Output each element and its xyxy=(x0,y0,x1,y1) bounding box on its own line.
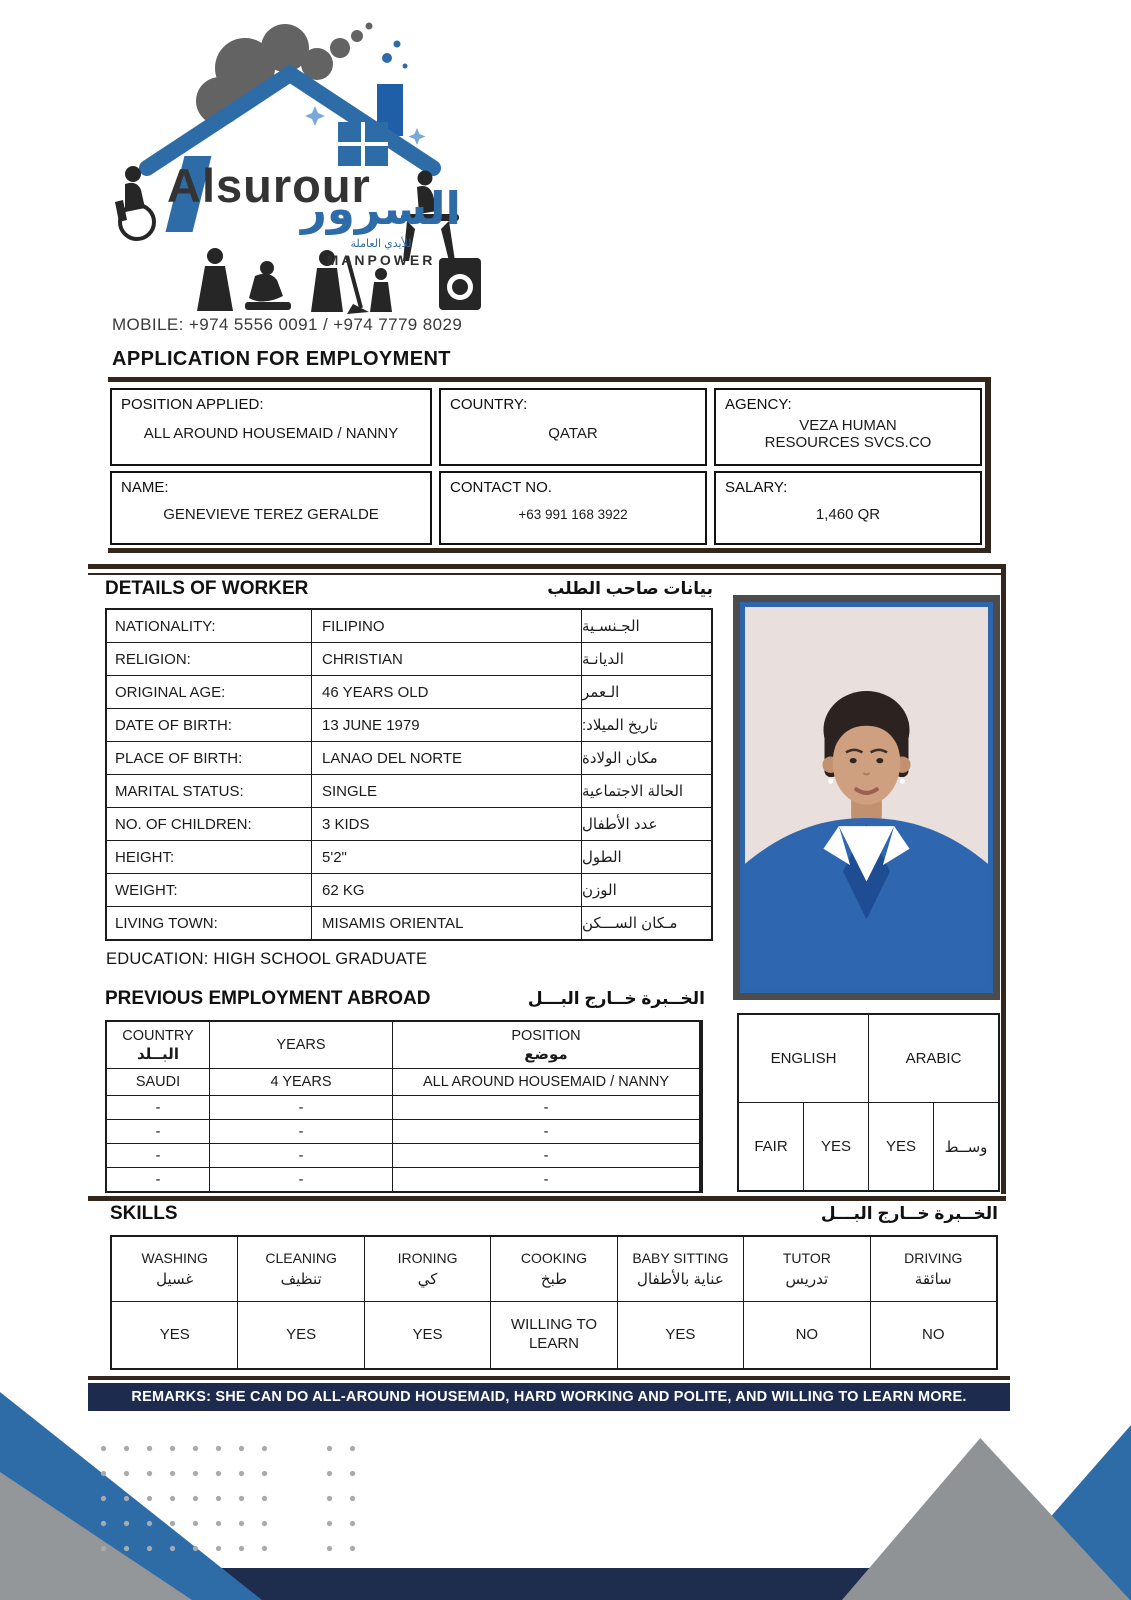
employment-years: - xyxy=(210,1168,392,1191)
mobile-number-line: MOBILE: +974 5556 0091 / +974 7779 8029 xyxy=(112,315,463,334)
english-level: FAIR xyxy=(739,1103,803,1190)
detail-value: 13 JUNE 1979 xyxy=(312,709,581,741)
employment-country: - xyxy=(107,1168,209,1191)
skill-header xyxy=(112,1237,237,1301)
detail-value: 3 KIDS xyxy=(312,808,581,840)
employment-years: - xyxy=(210,1096,392,1119)
skills-section-header xyxy=(110,1203,998,1225)
english-yes: YES xyxy=(804,1103,868,1190)
skill-name-arabic: سائقة xyxy=(914,1271,952,1288)
detail-value: MISAMIS ORIENTAL xyxy=(312,907,581,939)
divider-under-app-table xyxy=(108,548,991,553)
country-value: QATAR xyxy=(548,425,598,442)
skill-name-arabic: كي xyxy=(417,1271,438,1288)
employment-years: - xyxy=(210,1144,392,1167)
detail-value: LANAO DEL NORTE xyxy=(312,742,581,774)
detail-label-arabic: الطول xyxy=(582,841,711,873)
skill-name: IRONING xyxy=(397,1250,458,1266)
salary-value: 1,460 QR xyxy=(815,506,881,523)
country-cell xyxy=(439,388,707,466)
logo-brand-arabic: السرور xyxy=(301,183,461,234)
agency-label: AGENCY: xyxy=(725,396,792,413)
contact-cell xyxy=(439,471,707,545)
divider-details-top xyxy=(88,564,1006,569)
worker-portrait-illustration xyxy=(745,607,988,988)
skill-value: YES xyxy=(238,1302,363,1368)
dot-grid-left xyxy=(92,1436,272,1568)
skill-header xyxy=(365,1237,490,1301)
details-title-arabic: بيانات صاحب الطلب xyxy=(547,579,713,598)
skill-name: CLEANING xyxy=(265,1250,337,1266)
skills-title: SKILLS xyxy=(110,1203,178,1224)
logo-tagline: MANPOWER xyxy=(326,252,436,268)
skill-name: TUTOR xyxy=(782,1250,831,1266)
skill-value: NO xyxy=(744,1302,869,1368)
english-header: ENGLISH xyxy=(739,1015,868,1102)
detail-label-arabic: مكان الولادة xyxy=(582,742,711,774)
name-value: GENEVIEVE TEREZ GERALDE xyxy=(163,506,379,523)
employment-country: SAUDI xyxy=(107,1069,209,1095)
years-header-label: YEARS xyxy=(276,1037,326,1053)
page-title: APPLICATION FOR EMPLOYMENT xyxy=(112,348,451,370)
employment-position: - xyxy=(393,1168,699,1191)
employment-title: PREVIOUS EMPLOYMENT ABROAD xyxy=(105,988,431,1009)
logo-brand-name: Alsurour xyxy=(167,159,371,212)
country-header-arabic: البــلد xyxy=(137,1045,179,1063)
country-header-label: COUNTRY xyxy=(122,1027,194,1044)
detail-label: NO. OF CHILDREN: xyxy=(107,808,311,840)
detail-label: HEIGHT: xyxy=(107,841,311,873)
employment-years: 4 YEARS xyxy=(210,1069,392,1095)
logo-arabic-subtitle: للأيدي العاملة xyxy=(350,238,412,250)
skill-name: BABY SITTING xyxy=(632,1250,729,1266)
detail-label-arabic: مـكان الســـكن xyxy=(582,907,711,939)
contact-label: CONTACT NO. xyxy=(450,479,552,496)
country-label: COUNTRY: xyxy=(450,396,528,413)
detail-label: WEIGHT: xyxy=(107,874,311,906)
detail-label-arabic: الـعمر xyxy=(582,676,711,708)
position-header-arabic: موضع xyxy=(524,1045,568,1063)
languages-table xyxy=(737,1013,1000,1192)
employment-position: ALL AROUND HOUSEMAID / NANNY xyxy=(393,1069,699,1095)
employment-country: - xyxy=(107,1144,209,1167)
skill-name-arabic: تدريس xyxy=(785,1271,829,1288)
divider-details-top-thin xyxy=(88,573,1006,575)
skill-name-arabic: تنظيف xyxy=(280,1271,322,1288)
skill-header xyxy=(618,1237,743,1301)
agency-value: VEZA HUMAN RESOURCES SVCS.CO xyxy=(764,416,932,451)
dot-grid-middle xyxy=(318,1436,366,1568)
employment-years: - xyxy=(210,1120,392,1143)
worker-photo xyxy=(740,602,993,993)
position-applied-cell xyxy=(110,388,432,466)
skills-table xyxy=(110,1235,998,1370)
detail-value: CHRISTIAN xyxy=(312,643,581,675)
detail-label-arabic: الحالة الاجتماعية xyxy=(582,775,711,807)
detail-label: MARITAL STATUS: xyxy=(107,775,311,807)
arabic-header: ARABIC xyxy=(869,1015,998,1102)
detail-value: 46 YEARS OLD xyxy=(312,676,581,708)
employment-position: - xyxy=(393,1144,699,1167)
blue-bubble-icon xyxy=(382,41,408,69)
worker-details-table xyxy=(105,608,713,941)
detail-label: LIVING TOWN: xyxy=(107,907,311,939)
skill-name-arabic: عناية بالأطفال xyxy=(637,1271,724,1288)
divider-top xyxy=(108,377,990,382)
application-summary-table xyxy=(110,388,990,545)
employment-country: - xyxy=(107,1120,209,1143)
column-header-years xyxy=(210,1022,392,1068)
agency-logo xyxy=(95,6,490,314)
detail-label: RELIGION: xyxy=(107,643,311,675)
detail-label: ORIGINAL AGE: xyxy=(107,676,311,708)
column-header-position xyxy=(393,1022,699,1068)
details-title: DETAILS OF WORKER xyxy=(105,578,309,599)
position-applied-value: ALL AROUND HOUSEMAID / NANNY xyxy=(143,425,399,442)
salary-label: SALARY: xyxy=(725,479,788,496)
skill-name: COOKING xyxy=(520,1250,588,1266)
salary-cell xyxy=(714,471,982,545)
skill-name: DRIVING xyxy=(904,1250,963,1266)
position-header-label: POSITION xyxy=(511,1027,581,1044)
skill-name-arabic: غسيل xyxy=(156,1271,194,1288)
contact-value: +63 991 168 3922 xyxy=(518,507,628,522)
details-section-header xyxy=(105,578,713,600)
detail-value: 62 KG xyxy=(312,874,581,906)
detail-label-arabic: عدد الأطفال xyxy=(582,808,711,840)
name-cell xyxy=(110,471,432,545)
skills-title-arabic: الخــبرة خــارج البـــل xyxy=(820,1204,998,1223)
skill-value: WILLING TO LEARN xyxy=(491,1302,616,1368)
skill-name-arabic: طبخ xyxy=(540,1271,568,1288)
divider-under-skills xyxy=(88,1376,1010,1380)
skill-value: YES xyxy=(112,1302,237,1368)
skill-value: NO xyxy=(871,1302,996,1368)
employment-title-arabic: الخــبرة خــارج البـــل xyxy=(527,989,705,1008)
employment-section-header xyxy=(105,988,705,1010)
name-label: NAME: xyxy=(121,479,169,496)
skill-value: YES xyxy=(618,1302,743,1368)
detail-label-arabic: الجـنسـية xyxy=(582,610,711,642)
column-header-country xyxy=(107,1022,209,1068)
skill-header xyxy=(744,1237,869,1301)
detail-label: DATE OF BIRTH: xyxy=(107,709,311,741)
detail-value: FILIPINO xyxy=(312,610,581,642)
detail-label-arabic: تاريخ الميلاد: xyxy=(582,709,711,741)
skill-name: WASHING xyxy=(141,1250,208,1266)
skill-header xyxy=(871,1237,996,1301)
previous-employment-table xyxy=(105,1020,703,1193)
skill-header xyxy=(491,1237,616,1301)
employment-position: - xyxy=(393,1120,699,1143)
skill-value: YES xyxy=(365,1302,490,1368)
agency-cell xyxy=(714,388,982,466)
detail-value: 5'2" xyxy=(312,841,581,873)
divider-under-employment xyxy=(88,1196,1006,1201)
employment-country: - xyxy=(107,1096,209,1119)
arabic-level: وســط xyxy=(934,1103,998,1190)
detail-value: SINGLE xyxy=(312,775,581,807)
employment-position: - xyxy=(393,1096,699,1119)
detail-label-arabic: الوزن xyxy=(582,874,711,906)
worker-photo-frame xyxy=(733,595,1000,1000)
education-line: EDUCATION: HIGH SCHOOL GRADUATE xyxy=(106,950,428,968)
detail-label: NATIONALITY: xyxy=(107,610,311,642)
arabic-yes: YES xyxy=(869,1103,933,1190)
detail-label-arabic: الديانـة xyxy=(582,643,711,675)
divider-right-bar xyxy=(1001,564,1006,1194)
position-applied-label: POSITION APPLIED: xyxy=(121,396,264,413)
remarks-bar: REMARKS: SHE CAN DO ALL-AROUND HOUSEMAID, HARD WORKING AND POLITE, AND WILLING TO LEARN MORE. xyxy=(88,1383,1010,1411)
skill-header xyxy=(238,1237,363,1301)
detail-label: PLACE OF BIRTH: xyxy=(107,742,311,774)
